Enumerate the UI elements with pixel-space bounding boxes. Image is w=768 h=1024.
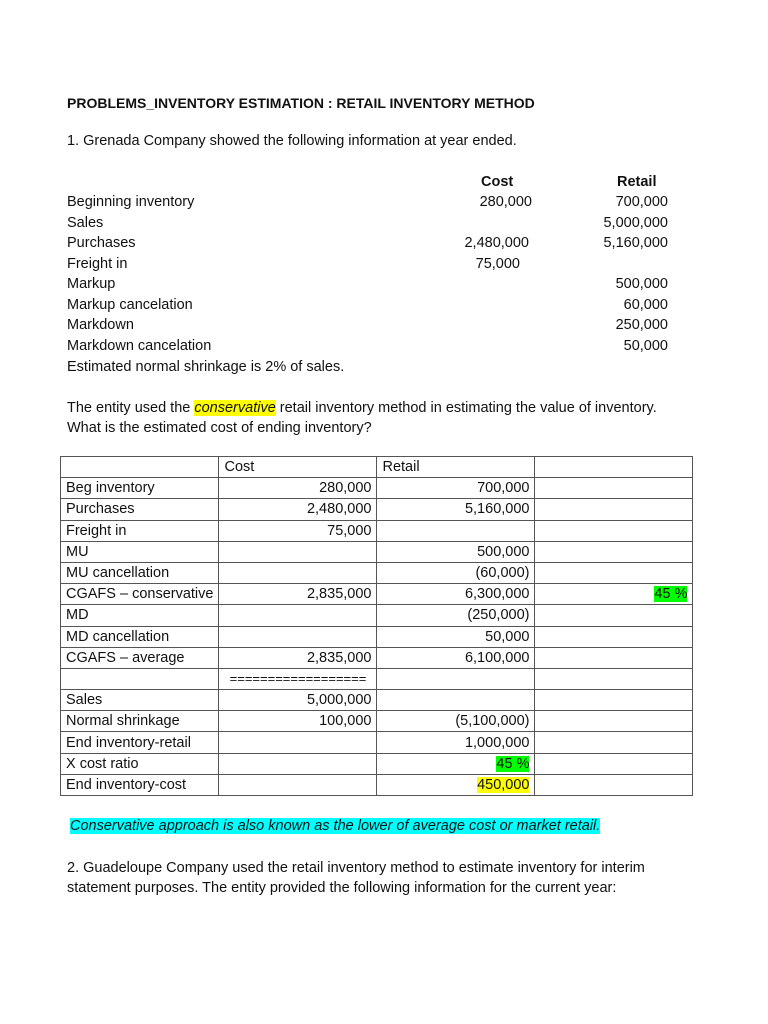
col-header-cost: Cost: [481, 174, 514, 190]
problem2-line-2: statement purposes. The entity provided the following information for the current year:: [67, 880, 617, 896]
table-row: [61, 711, 693, 732]
table-row: [61, 584, 693, 605]
table-cell-label: MD cancellation: [61, 626, 219, 647]
table-cell-label: End inventory-cost: [61, 774, 219, 795]
table-cell-retail: [377, 753, 535, 774]
table-cell-cost: 2,835,000: [219, 647, 377, 668]
question-text-post: retail inventory method in estimating the value of inventory.: [275, 400, 657, 416]
table-cell-cost: [219, 562, 377, 583]
table-cell-cost: 2,835,000: [219, 584, 377, 605]
row-label: Markdown: [67, 317, 134, 333]
row-label: Sales: [67, 215, 104, 231]
table-cell-label: MD: [61, 605, 219, 626]
table-cell-ratio: [535, 626, 693, 647]
table-cell-cost: [219, 541, 377, 562]
table-row: [61, 626, 693, 647]
table-row: [61, 774, 693, 795]
table-cell-cost: 100,000: [219, 711, 377, 732]
end-inventory-cost-value: 450,000: [477, 776, 530, 793]
conservative-highlight: conservative: [194, 400, 276, 416]
table-cell-cost: [219, 774, 377, 795]
table-cell-cost: [219, 732, 377, 753]
row-retail: 250,000: [615, 317, 668, 333]
table-row: [61, 520, 693, 541]
table-cell-label: Freight in: [61, 520, 219, 541]
table-cell-retail: 50,000: [377, 626, 535, 647]
table-cell-retail: [377, 774, 535, 795]
row-label: Markdown cancelation: [67, 338, 212, 354]
row-retail: 700,000: [615, 194, 668, 210]
table-row: [61, 499, 693, 520]
problem1-intro: 1. Grenada Company showed the following information at year ended.: [67, 133, 517, 149]
col-header-retail: Retail: [617, 174, 657, 190]
row-retail: 500,000: [615, 276, 668, 292]
row-retail: 5,160,000: [603, 235, 668, 251]
table-cell-retail: 6,300,000: [377, 584, 535, 605]
table-cell-ratio: [535, 753, 693, 774]
table-cell-label: Sales: [61, 690, 219, 711]
row-label: Markup cancelation: [67, 297, 193, 313]
table-row: [61, 753, 693, 774]
table-cell-cost: [219, 753, 377, 774]
table-cell-label: CGAFS – average: [61, 647, 219, 668]
conservative-note-text: Conservative approach is also known as the lower of average cost or market retail.: [70, 818, 601, 834]
table-cell-ratio: [535, 732, 693, 753]
table-cell-ratio: [535, 520, 693, 541]
table-cell-ratio: [535, 647, 693, 668]
table-cell-retail: (250,000): [377, 605, 535, 626]
table-cell-label: Beg inventory: [61, 478, 219, 499]
table-row: [61, 562, 693, 583]
row-retail: 50,000: [623, 338, 668, 354]
table-row: [61, 690, 693, 711]
table-cell-retail: 5,160,000: [377, 499, 535, 520]
table-header-ratio: [535, 457, 693, 478]
row-label: Freight in: [67, 256, 128, 272]
table-cell-cost: 280,000: [219, 478, 377, 499]
table-cell-retail: [377, 690, 535, 711]
row-cost: 75,000: [475, 256, 520, 272]
conservative-note: [70, 816, 600, 836]
table-cell-ratio: [535, 690, 693, 711]
question-line-2: What is the estimated cost of ending inventory?: [67, 420, 372, 436]
table-cell-label: End inventory-retail: [61, 732, 219, 753]
table-cell-retail: 1,000,000: [377, 732, 535, 753]
table-row: [61, 478, 693, 499]
row-label: Purchases: [67, 235, 136, 251]
table-row: [61, 732, 693, 753]
table-cell-label: Normal shrinkage: [61, 711, 219, 732]
table-cell-ratio: [535, 478, 693, 499]
row-cost: 280,000: [479, 194, 532, 210]
table-cell-cost: [219, 605, 377, 626]
table-cell-label: CGAFS – conservative: [61, 584, 219, 605]
table-cell-label: MU: [61, 541, 219, 562]
row-cost: 2,480,000: [464, 235, 529, 251]
table-header-retail: Retail: [377, 457, 535, 478]
table-cell-cost: [219, 626, 377, 647]
table-cell-ratio: [535, 668, 693, 689]
table-cell-label: [61, 457, 219, 478]
shrinkage-note: Estimated normal shrinkage is 2% of sales.: [67, 359, 345, 375]
table-cell-retail: (60,000): [377, 562, 535, 583]
table-cell-ratio: [535, 711, 693, 732]
cost-ratio-value: 45 %: [496, 755, 530, 772]
table-cell-cost: 2,480,000: [219, 499, 377, 520]
table-cell-label: MU cancellation: [61, 562, 219, 583]
worksheet-table: [60, 456, 693, 796]
table-cell-ratio: [535, 774, 693, 795]
table-cell-retail: 500,000: [377, 541, 535, 562]
table-cell-cost: 5,000,000: [219, 690, 377, 711]
row-label: Beginning inventory: [67, 194, 195, 210]
table-cell-ratio: [535, 562, 693, 583]
question-text-pre: The entity used the: [67, 400, 195, 416]
table-cell-retail: [377, 668, 535, 689]
table-cell-cost: 75,000: [219, 520, 377, 541]
table-row: [61, 647, 693, 668]
table-cell-ratio: [535, 499, 693, 520]
table-cell-ratio: [535, 605, 693, 626]
table-header-row: [61, 457, 693, 478]
table-cell-label: X cost ratio: [61, 753, 219, 774]
table-cell-label: Purchases: [61, 499, 219, 520]
table-row: [61, 605, 693, 626]
table-cell-retail: 6,100,000: [377, 647, 535, 668]
question-line-1: [67, 398, 657, 418]
row-retail: 60,000: [623, 297, 668, 313]
table-cell-ratio: [535, 541, 693, 562]
table-row: [61, 668, 693, 689]
row-label: Markup: [67, 276, 116, 292]
page-title: PROBLEMS_INVENTORY ESTIMATION : RETAIL INVENTORY METHOD: [67, 95, 535, 111]
table-cell-ratio: [535, 584, 693, 605]
table-cell-retail: 700,000: [377, 478, 535, 499]
table-cell-retail: [377, 520, 535, 541]
table-cell-label: [61, 668, 219, 689]
table-row: [61, 541, 693, 562]
table-cell-retail: (5,100,000): [377, 711, 535, 732]
double-underline-separator: ==================: [219, 668, 377, 689]
problem2-line-1: 2. Guadeloupe Company used the retail inventory method to estimate inventory for interim: [67, 860, 645, 876]
table-header-cost: Cost: [219, 457, 377, 478]
cost-ratio-conservative: 45 %: [654, 586, 688, 603]
row-retail: 5,000,000: [603, 215, 668, 231]
